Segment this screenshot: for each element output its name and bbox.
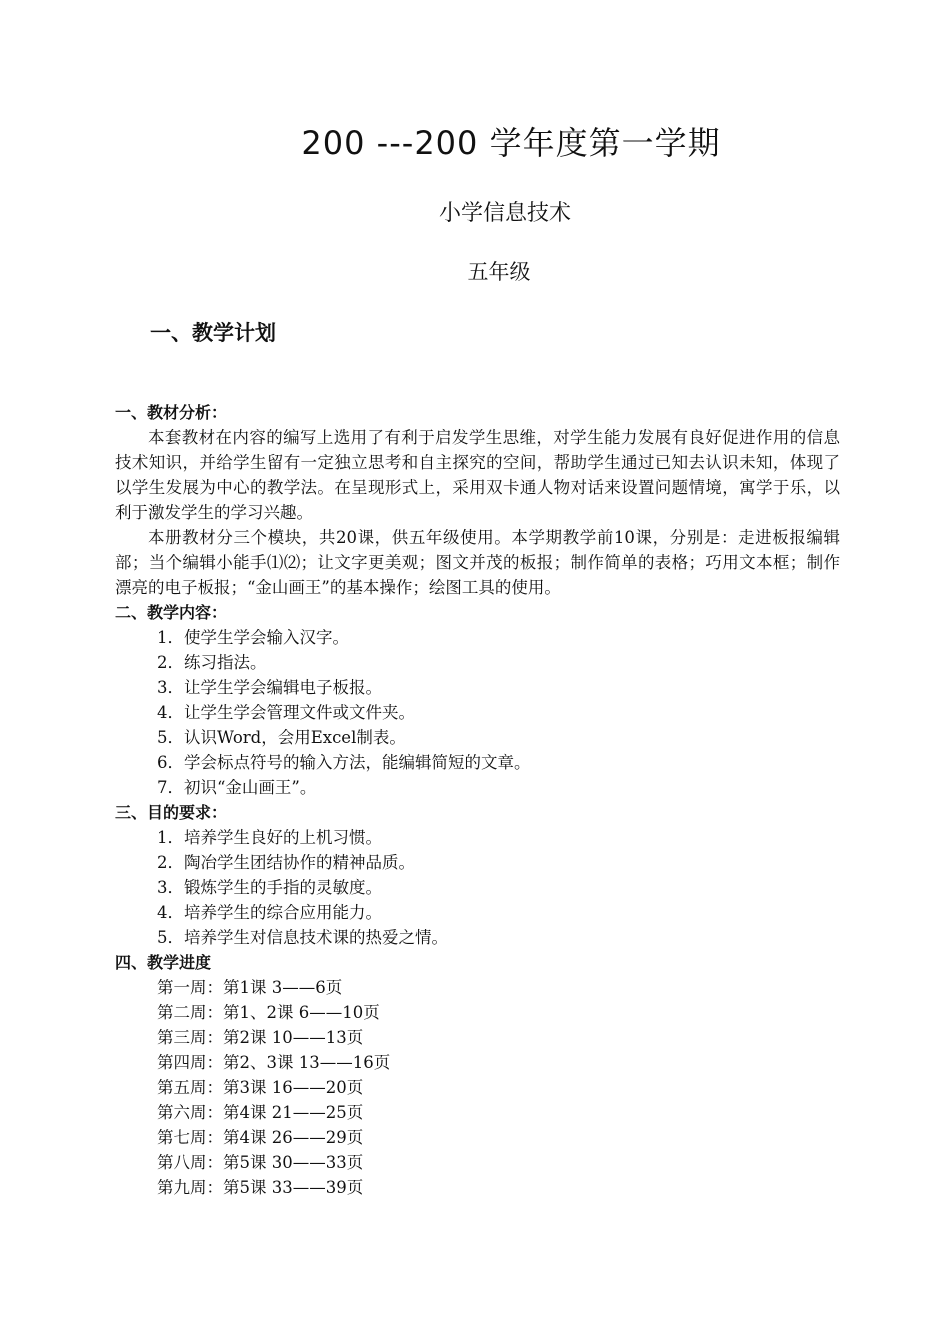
list-item: 4．培养学生的综合应用能力。 [157,903,382,922]
list-item: 5．认识Word，会用Excel制表。 [157,728,406,747]
document-title: 200 ---200 学年度第一学期 [301,124,721,162]
document-body [115,400,840,1200]
grade-title: 五年级 [467,260,531,284]
schedule-row: 第一周：第1课 3——6页 [157,978,343,997]
list-item: 2．练习指法。 [157,653,267,672]
schedule-row: 第四周：第2、3课 13——16页 [157,1053,391,1072]
section-heading-schedule: 四、教学进度 [115,953,212,972]
schedule-row: 第八周：第5课 30——33页 [157,1153,364,1172]
list-item: 1．使学生学会输入汉字。 [157,628,349,647]
list-item: 7．初识“金山画王”。 [157,778,317,797]
list-item: 2．陶冶学生团结协作的精神品质。 [157,853,415,872]
plan-heading: 一、教学计划 [150,321,276,345]
schedule-row: 第九周：第5课 33——39页 [157,1178,364,1197]
schedule-row: 第二周：第1、2课 6——10页 [157,1003,380,1022]
schedule-row: 第三周：第2课 10——13页 [157,1028,364,1047]
section-heading-goals: 三、目的要求： [115,803,228,822]
section-heading-content: 二、教学内容： [115,603,228,622]
list-item: 3．锻炼学生的手指的灵敏度。 [157,878,382,897]
list-item: 5．培养学生对信息技术课的热爱之情。 [157,928,448,947]
list-item: 6．学会标点符号的输入方法，能编辑简短的文章。 [157,753,531,772]
list-item: 3．让学生学会编辑电子板报。 [157,678,382,697]
schedule-row: 第七周：第4课 26——29页 [157,1128,364,1147]
schedule-row: 第六周：第4课 21——25页 [157,1103,364,1122]
section-heading-analysis: 一、教材分析： [115,403,228,422]
subject-title: 小学信息技术 [438,201,571,226]
analysis-paragraph: 本套教材在内容的编写上选用了有利于启发学生思维，对学生能力发展有良好促进作用的信息技术知识，并给学生留有一定独立思考和自主探究的空间，帮助学生通过已知去认识未知，体现了以学生发展为中心的教学法。在呈现形式上，采用双卡通人物对话来设置问题情境，寓学于乐，以利于激发学生的学习兴趣。 [115,428,840,522]
list-item: 1．培养学生良好的上机习惯。 [157,828,382,847]
schedule-row: 第五周：第3课 16——20页 [157,1078,364,1097]
analysis-paragraph: 本册教材分三个模块，共20课，供五年级使用。本学期教学前10课，分别是：走进板报编辑部；当个编辑小能手⑴⑵；让文字更美观；图文并茂的板报；制作简单的表格；巧用文本框；制作漂亮的电子板报；“金山画王”的基本操作；绘图工具的使用。 [115,528,840,597]
list-item: 4．让学生学会管理文件或文件夹。 [157,703,415,722]
